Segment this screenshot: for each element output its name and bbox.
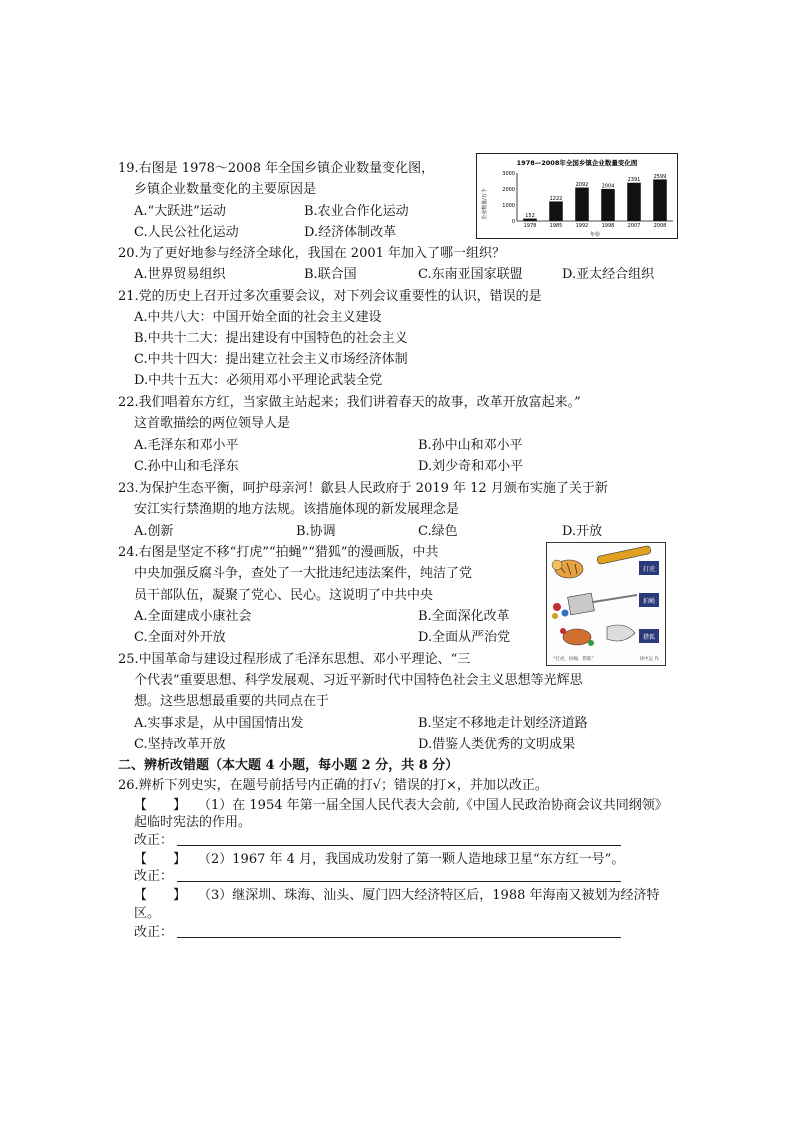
chart-category-label: 1985 — [549, 223, 563, 229]
q23-option-a: A.创新 — [134, 524, 174, 539]
chart-bar — [575, 188, 589, 221]
fox-panel — [560, 625, 659, 646]
q23-option-b: B.协调 — [296, 524, 336, 539]
q19-option-c: C.人民公社化运动 — [134, 225, 239, 240]
q19-stem-line1: 19.右图是 1978～2008 年全国乡镇企业数量变化图， — [118, 161, 435, 176]
q22-stem-line1: 22.我们唱着东方红，当家做主站起来；我们讲着春天的故事，改革开放富起来。” — [118, 395, 581, 410]
cartoon-caption: “打虎、拍蝇、猎狐” — [553, 657, 594, 662]
chart-value-label: 2599 — [653, 173, 667, 180]
chart-bar — [653, 179, 667, 221]
q23-option-d: D.开放 — [562, 524, 603, 539]
q23-stem-line2: 安江实行禁渔期的地方法规。该措施体现的新发展理念是 — [134, 502, 460, 517]
q26-item2-fix-label: 改正： — [134, 869, 174, 884]
q19-option-d: D.经济体制改革 — [304, 225, 397, 240]
q26-item3-text-line2: 区。 — [134, 906, 161, 921]
chart-value-label: 2391 — [627, 177, 641, 184]
q21-option-b: B.中共十二大：提出建设有中国特色的社会主义 — [134, 331, 408, 346]
chart-category-label: 2008 — [653, 223, 667, 229]
q21-option-a: A.中共八大：中国开始全面的社会主义建设 — [134, 310, 382, 325]
chart-y-ticks — [502, 171, 515, 225]
q22-option-b: B.孙中山和邓小平 — [418, 438, 523, 453]
chart-y-tick-label: 0 — [511, 218, 515, 225]
q25-stem-line2: 个代表”重要思想、科学发展观、习近平新时代中国特色社会主义思想等光辉思 — [134, 673, 583, 688]
cartoon-label-3: 猎狐 — [642, 634, 656, 641]
q24-stem-line1: 24.右图是坚定不移“打虎”“拍蝇”“猎狐”的漫画版，中共 — [118, 545, 439, 560]
q24-stem-line3: 员干部队伍，凝聚了党心、民心。这说明了中共中央 — [134, 588, 434, 603]
q25-option-d: D.借鉴人类优秀的文明成果 — [418, 737, 576, 752]
fly-panel — [552, 593, 659, 619]
chart-svg — [477, 154, 677, 238]
q26-item1-fix-label: 改正： — [134, 833, 174, 848]
cartoon-illustration — [547, 543, 665, 665]
chart-x-axis-label: 年份 — [589, 232, 601, 238]
chart-value-label: 2004 — [601, 183, 615, 190]
chart-y-tick-label: 1000 — [502, 202, 515, 209]
q24-option-c: C.全面对外开放 — [134, 630, 226, 645]
cartoon-credit: 徐中远 作 — [639, 657, 659, 662]
cartoon-label-1: 打虎 — [642, 566, 656, 573]
q19-option-a: A.“大跃进”运动 — [134, 204, 226, 219]
section-2-heading: 二、辨析改错题（本大题 4 小题，每小题 2 分，共 8 分） — [118, 758, 459, 773]
q21-option-d: D.中共十五大：必须用邓小平理论武装全党 — [134, 373, 383, 388]
q26-item1-text-line2: 起临时宪法的作用。 — [134, 815, 252, 830]
q23-stem-line1: 23.为保护生态平衡，呵护母亲河！歙县人民政府于 2019 年 12 月颁布实施了关于新 — [118, 481, 608, 496]
chart-y-tick-label: 3000 — [502, 170, 515, 177]
q22-stem-line2: 这首歌描绘的两位领导人是 — [134, 416, 291, 431]
q26-item2-bracket[interactable]: 【 】 — [134, 852, 187, 867]
q24-option-b: B.全面深化改革 — [418, 609, 510, 624]
q24-option-d: D.全面从严治党 — [418, 630, 511, 645]
chart-bar — [627, 183, 641, 221]
q26-item3-text-line1: （3）继深圳、珠海、汕头、厦门四大经济特区后，1988 年海南又被划为经济特 — [198, 888, 660, 903]
q26-stem: 26.辨析下列史实，在题号前括号内正确的打√；错误的打×，并加以改正。 — [118, 778, 548, 793]
q22-option-c: C.孙中山和毛泽东 — [134, 459, 239, 474]
chart-value-label: 2092 — [575, 182, 589, 189]
q26-item1-text-line1: （1）在 1954 年第一届全国人民代表大会前,《中国人民政治协商会议共同纲领》 — [198, 798, 668, 813]
chart-category-label: 1998 — [601, 223, 615, 229]
chart-value-label: 152 — [525, 213, 535, 220]
q23-option-c: C.绿色 — [418, 524, 458, 539]
q25-option-c: C.坚持改革开放 — [134, 737, 226, 752]
q20-option-d: D.亚太经合组织 — [562, 267, 655, 282]
q22-option-d: D.刘少奇和邓小平 — [418, 459, 524, 474]
chart-category-label: 1992 — [575, 223, 589, 229]
chart-bar — [601, 189, 615, 221]
q26-item1-fix-line[interactable] — [177, 845, 621, 846]
township-enterprise-chart — [476, 153, 678, 239]
q19-option-b: B.农业合作化运动 — [304, 204, 409, 219]
tiger-panel — [552, 545, 659, 578]
q20-option-b: B.联合国 — [304, 267, 357, 282]
q25-option-b: B.坚定不移地走计划经济道路 — [418, 716, 588, 731]
q20-option-c: C.东南亚国家联盟 — [418, 267, 523, 282]
q26-item1-bracket[interactable]: 【 】 — [134, 798, 187, 813]
q24-stem-line2: 中央加强反腐斗争，查处了一大批违纪违法案件，纯洁了党 — [134, 566, 473, 581]
q25-stem-line1: 25.中国革命与建设过程形成了毛泽东思想、邓小平理论、“三 — [118, 652, 471, 667]
chart-value-label: 1222 — [549, 195, 563, 202]
q19-stem-line2: 乡镇企业数量变化的主要原因是 — [134, 182, 317, 197]
q22-option-a: A.毛泽东和邓小平 — [134, 438, 239, 453]
q26-item2-fix-line[interactable] — [177, 881, 621, 882]
q24-option-a: A.全面建成小康社会 — [134, 609, 252, 624]
q26-item3-fix-line[interactable] — [177, 937, 621, 938]
chart-y-tick-label: 2000 — [502, 186, 515, 193]
chart-bar — [549, 201, 563, 221]
q21-stem: 21.党的历史上召开过多次重要会议，对下列会议重要性的认识，错误的是 — [118, 289, 542, 304]
anti-corruption-cartoon — [546, 542, 666, 666]
q20-option-a: A.世界贸易组织 — [134, 267, 226, 282]
q20-stem: 20.为了更好地参与经济全球化，我国在 2001 年加入了哪一组织？ — [118, 246, 506, 261]
chart-category-label: 1978 — [523, 223, 537, 229]
q26-item3-bracket[interactable]: 【 】 — [134, 888, 187, 903]
cartoon-label-2: 拍蝇 — [642, 598, 656, 605]
chart-category-label: 2007 — [627, 223, 641, 229]
q26-item3-fix-label: 改正： — [134, 925, 174, 940]
q26-item2-text: （2）1967 年 4 月，我国成功发射了第一颗人造地球卫星“东方红一号”。 — [198, 852, 625, 867]
chart-y-axis-label: 企业数量/万个 — [482, 188, 488, 220]
q25-option-a: A.实事求是，从中国国情出发 — [134, 716, 304, 731]
chart-title: 1978—2008年全国乡镇企业数量变化图 — [516, 159, 638, 167]
q25-stem-line3: 想。这些思想最重要的共同点在于 — [134, 694, 330, 709]
q21-option-c: C.中共十四大：提出建立社会主义市场经济体制 — [134, 352, 408, 367]
